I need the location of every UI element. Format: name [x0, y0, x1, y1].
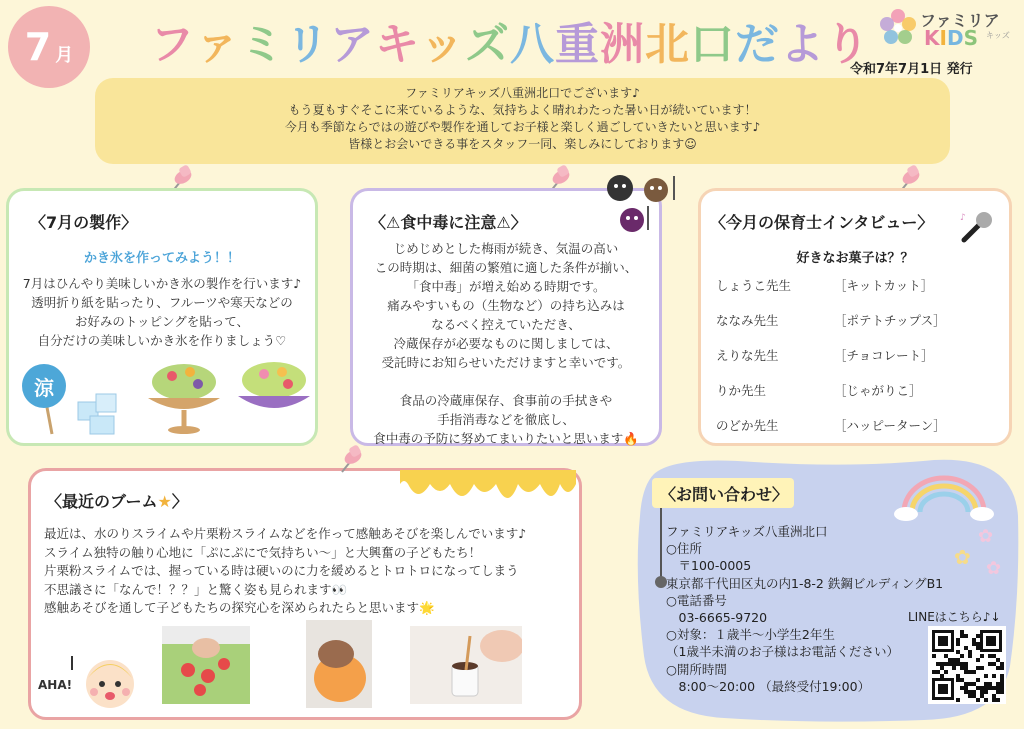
food-line: 痛みやすいもの（生物など）の持ち込みは: [387, 298, 625, 313]
food-line: 手指消毒などを徹底し、: [437, 412, 575, 427]
logo-kids: [924, 26, 978, 50]
interview-list: [716, 276, 1006, 451]
recent-boom-title: [46, 489, 188, 512]
boom-line: 片栗粉スライムでは、握っている時は硬いのに力を緩めるとトロトロになってしまう: [44, 563, 519, 578]
title-char: リ: [285, 19, 330, 70]
title-char: り: [825, 19, 870, 70]
boom-line: 不思議さに「なんで！？？」と驚く姿も見られます👀: [44, 581, 348, 597]
logo-letter: K: [924, 26, 940, 50]
month-number: 7: [24, 25, 52, 69]
logo-letter: D: [946, 26, 964, 50]
teacher-name: りか先生: [716, 383, 767, 398]
month-badge: [8, 6, 90, 88]
teacher-answer: ［じゃがりこ］: [834, 383, 922, 398]
teacher-answer: ［キットカット］: [834, 278, 934, 293]
logo-letter: I: [939, 26, 947, 50]
recent-boom-title-text: 〈最近のブーム: [46, 492, 158, 511]
interview-row: [716, 346, 1006, 381]
intro-box: [95, 78, 950, 164]
food-line: なるべく控えていただき、: [431, 317, 581, 332]
contact-title: 〈お問い合わせ〉: [652, 478, 794, 508]
logo-text: ファミリア: [920, 11, 1000, 30]
aha-text: AHA!: [38, 678, 73, 692]
fan-character: 涼: [34, 376, 54, 400]
craft-line: 自分だけの美味しいかき氷を作りましょう♡: [37, 333, 287, 348]
title-char: よ: [780, 19, 825, 70]
teacher-name: えりな先生: [716, 348, 779, 363]
food-poisoning-text: [350, 239, 662, 448]
contact-line: ○住所: [666, 541, 702, 557]
teacher-name: ななみ先生: [716, 313, 779, 328]
teacher-answer: ［ポテトチップス］: [834, 313, 946, 328]
issue-date: 令和7年7月1日 発行: [850, 62, 973, 77]
title-char: 重: [555, 19, 600, 70]
contact-line: 〒100-0005: [666, 558, 752, 574]
food-line: この時期は、細菌の繁殖に適した条件が揃い、: [374, 260, 638, 275]
microphone-icon: [958, 210, 996, 244]
interview-title: 〈今月の保育士インタビュー〉: [710, 213, 934, 232]
germ-icon: [602, 170, 686, 240]
interview-row: [716, 381, 1006, 416]
newsletter-title: [150, 8, 870, 68]
logo-letter: S: [963, 26, 978, 50]
photo-slime-orange: [306, 620, 372, 708]
food-line: じめじめとした梅雨が続き、気温の高い: [393, 241, 619, 256]
line-qr-code[interactable]: [928, 626, 1006, 704]
food-line: 受託時にお知らせいただけますと幸いです。: [381, 355, 631, 370]
intro-line: もう夏もすぐそこに来ているような、気持ちよく晴れわたった暑い日が続いています！: [288, 103, 757, 117]
title-char: ァ: [195, 19, 240, 70]
boom-line: 最近は、水のりスライムや片栗粉スライムなどを作って感触あそびを楽しんでいます♪: [44, 526, 527, 541]
craft-line: お好みのトッピングを貼って、: [74, 314, 250, 329]
teacher-name: のどか先生: [716, 418, 779, 433]
title-char: ッ: [420, 19, 465, 70]
food-line: 「食中毒」が増え始める時期です。: [406, 279, 606, 294]
interview-question: 好きなお菓子は？？: [796, 251, 914, 266]
title-char: 北: [645, 19, 690, 70]
interview-row: [716, 276, 1006, 311]
food-line: 食中毒の予防に努めてまいりたいと思います🔥: [373, 431, 639, 446]
contact-line: 8:00〜20:00 （最終受付19:00）: [666, 678, 871, 694]
interview-row: [716, 311, 1006, 346]
honey-drip-decoration: [400, 470, 576, 512]
teacher-answer: ［ハッピーターン］: [834, 418, 946, 433]
title-char: ズ: [465, 19, 510, 70]
title-char: ア: [330, 19, 375, 70]
star-icon: ★: [157, 492, 172, 511]
boom-line: スライム独特の触り心地に「ぷにぷにで気持ちい〜」と大興奮の子どもたち！: [44, 544, 482, 560]
craft-line: 7月はひんやり美味しいかき氷の製作を行います♪: [22, 276, 302, 291]
food-poisoning-title: 〈⚠食中毒に注意⚠〉: [370, 213, 527, 232]
craft-text: [6, 274, 318, 350]
recent-boom-text: [44, 525, 526, 618]
contact-line: ファミリアキッズ八重洲北口: [666, 524, 828, 539]
title-char: 口: [690, 19, 735, 70]
line-label: LINEはこちら♪↓: [908, 610, 1001, 624]
title-char: フ: [150, 19, 195, 70]
svg-text:✿: ✿: [986, 558, 1002, 578]
title-char: 洲: [600, 19, 645, 70]
food-line: 冷蔵保存が必要なものに関しましては、: [393, 336, 619, 351]
contact-line: ○開所時間: [666, 661, 727, 677]
craft-line: 透明折り紙を貼ったり、フルーツや寒天などの: [31, 295, 293, 310]
title-char: キ: [375, 19, 420, 70]
title-char: ミ: [240, 19, 285, 70]
contact-line: 東京都千代田区丸の内1-8-2 鉄鋼ビルディングB1: [666, 575, 944, 591]
title-char: 八: [510, 19, 555, 70]
contact-line: （1歳半未満のお子様はお電話ください）: [666, 644, 899, 660]
month-unit: 月: [55, 45, 74, 66]
boom-line: 感触あそびを通して子どもたちの探究心を深められたらと思います🌟: [44, 600, 435, 615]
photo-slime-cup: [410, 626, 522, 704]
teacher-answer: ［チョコレート］: [834, 348, 934, 363]
intro-line: 今月も季節ならではの遊びや製作を通してお子様と楽しく過ごしていきたいと思います♪: [284, 120, 761, 134]
teacher-name: しょうこ先生: [716, 278, 792, 293]
recent-boom-title-end: 〉: [171, 492, 188, 511]
contact-info: [666, 523, 943, 695]
logo-small-text: キッズ: [986, 31, 1010, 40]
craft-title: 〈7月の製作〉: [30, 213, 138, 232]
svg-text:♪: ♪: [960, 213, 966, 223]
craft-subtitle: かき氷を作ってみよう！！: [83, 251, 240, 266]
contact-line: ○対象：１歳半〜小学生2年生: [666, 627, 835, 643]
flower-logo-icon: [876, 6, 920, 50]
food-line: [350, 372, 662, 391]
title-char: だ: [735, 19, 780, 70]
intro-line: ファミリアキッズ八重洲北口でございます♪: [405, 86, 640, 100]
intro-line: 皆様とお会いできる事をスタッフ一同、楽しみにしております☺: [348, 137, 697, 151]
contact-line: ○電話番号: [666, 592, 727, 608]
contact-line: 03-6665-9720: [666, 610, 768, 626]
svg-text:✿: ✿: [954, 545, 971, 569]
push-pin-icon: [334, 442, 364, 478]
svg-text:✿: ✿: [978, 526, 994, 547]
food-line: 食品の冷蔵庫保存、食事前の手拭きや: [399, 393, 613, 408]
interview-row: [716, 416, 1006, 451]
photo-slime-green: [162, 626, 250, 704]
shaved-ice-illustration: [20, 362, 310, 438]
